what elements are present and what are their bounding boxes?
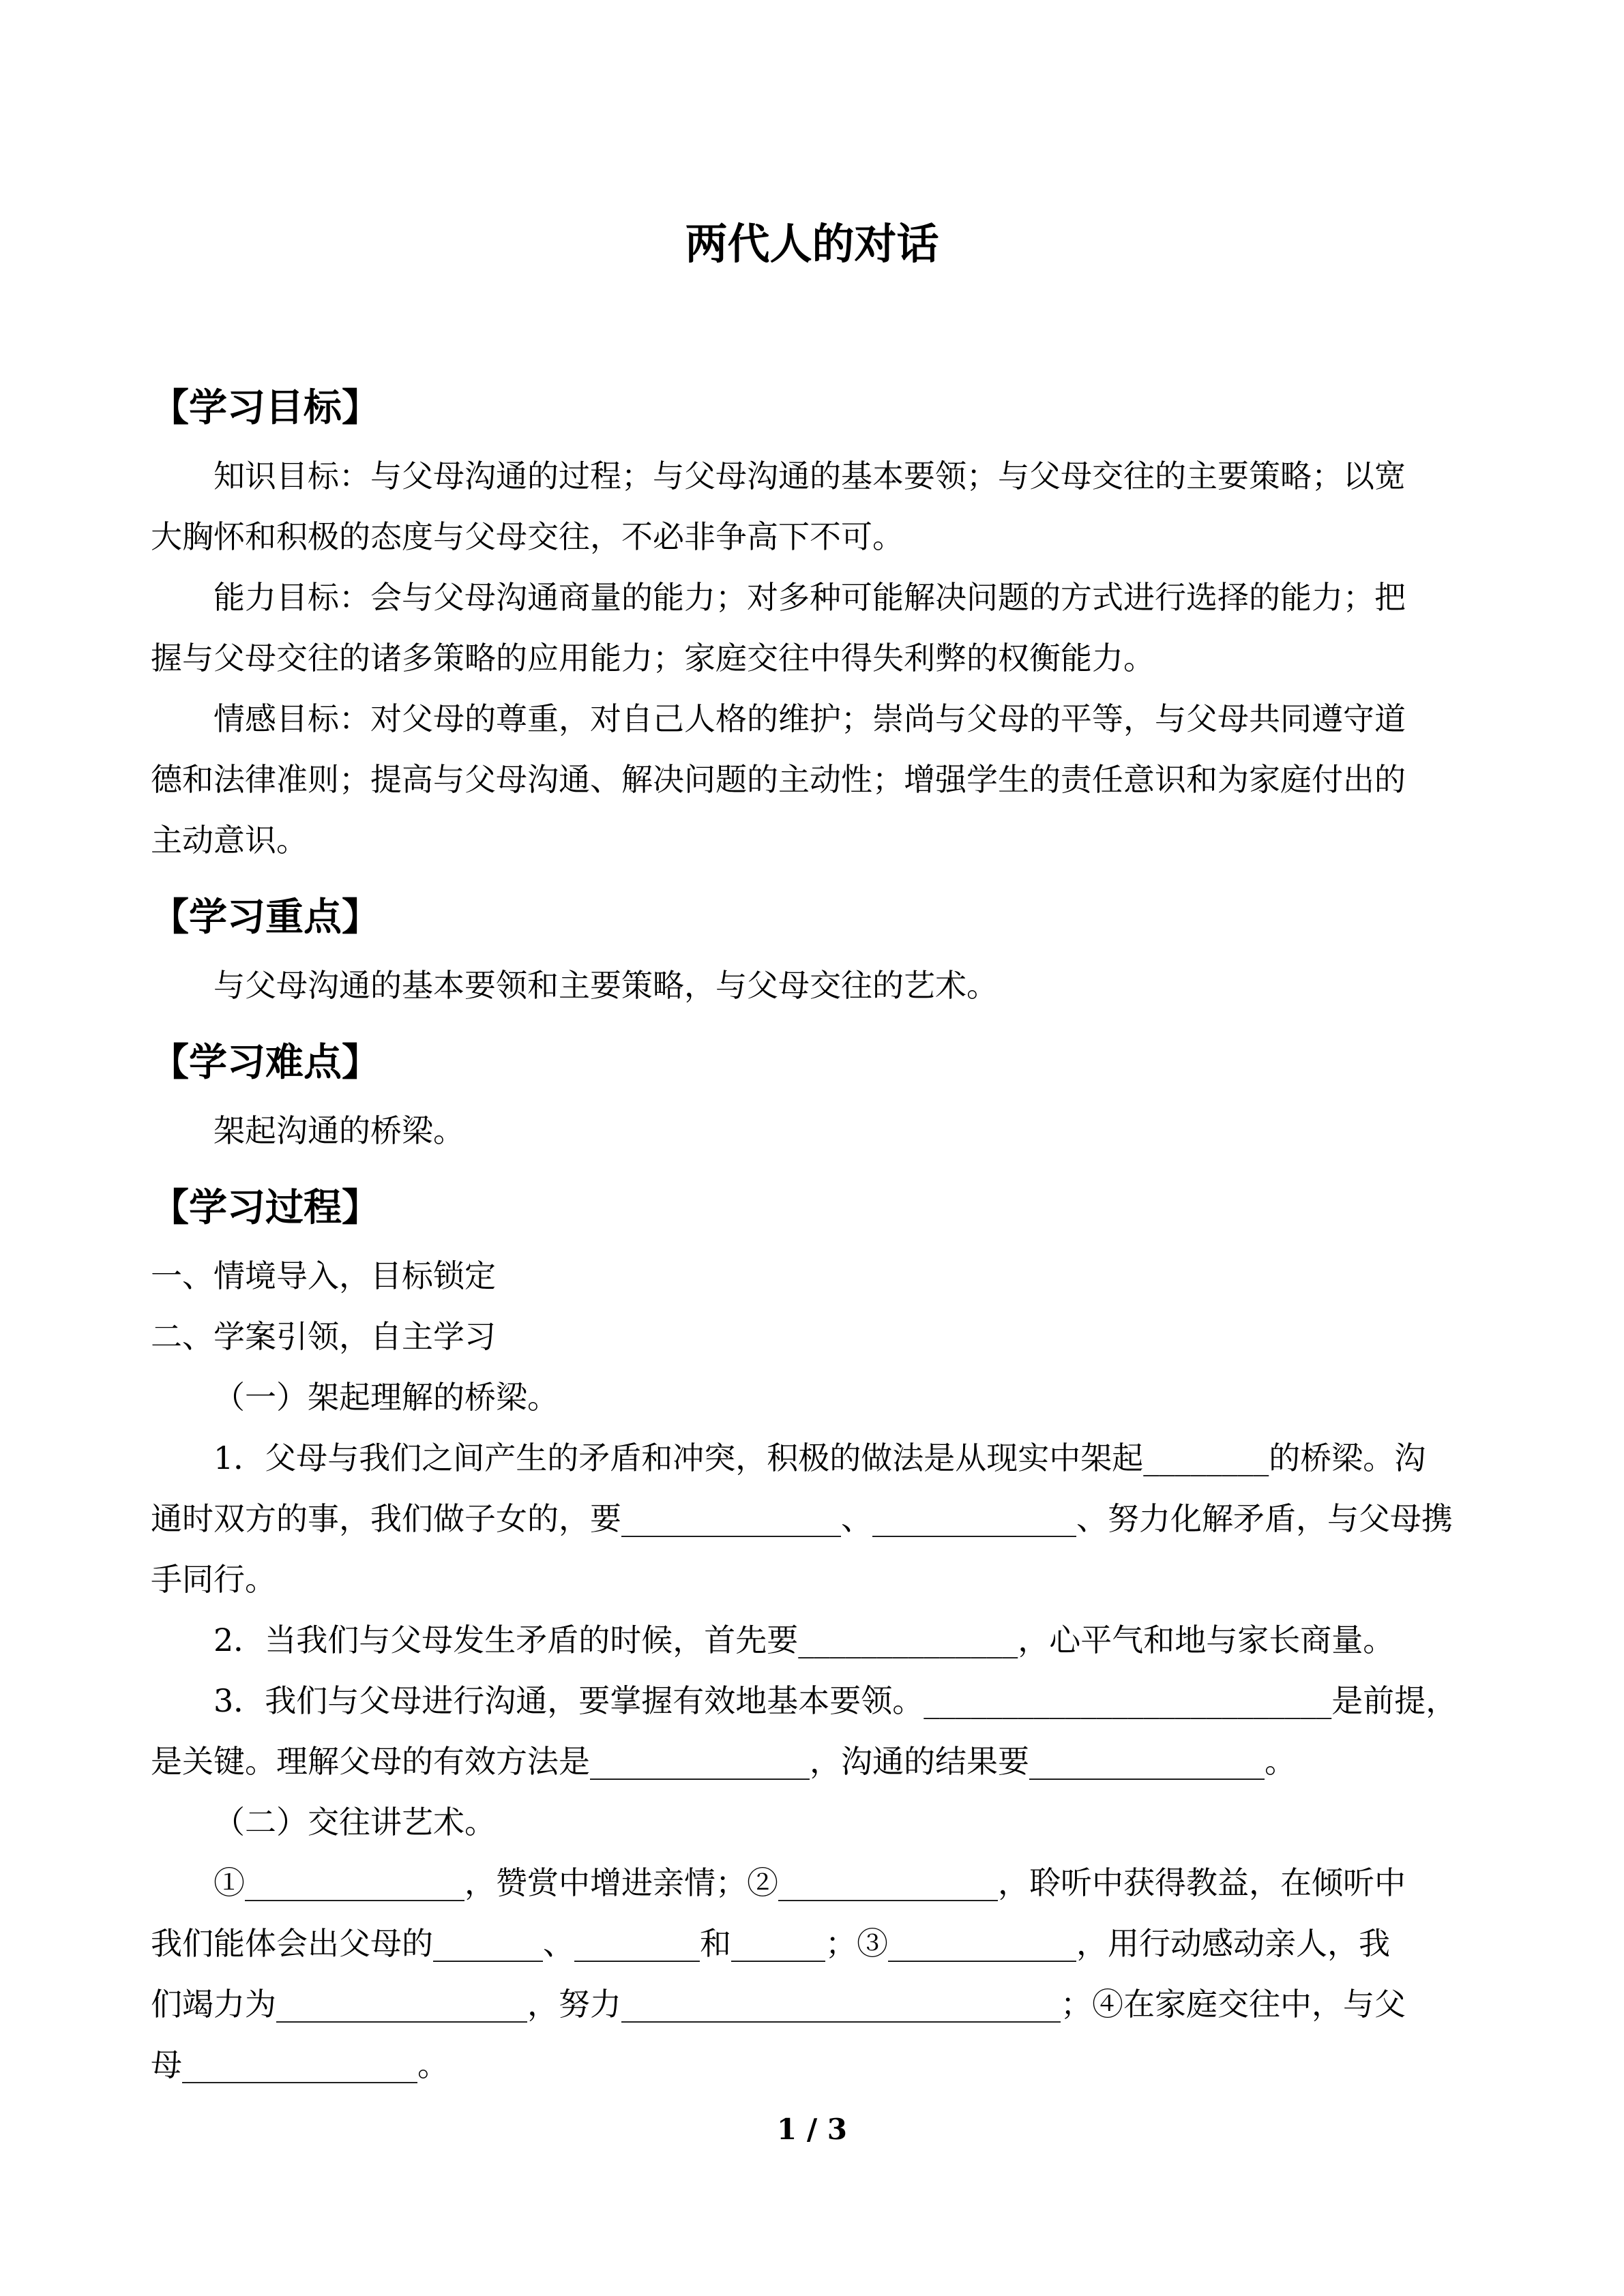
doc-line: （一）架起理解的桥梁。	[213, 1379, 559, 1416]
doc-line: 1．父母与我们之间产生的矛盾和冲突，积极的做法是从现实中架起________的桥梁。沟	[213, 1440, 1426, 1476]
doc-line: 一、情境导入，目标锁定	[151, 1257, 496, 1294]
doc-line: 与父母沟通的基本要领和主要策略，与父母交往的艺术。	[213, 967, 998, 1004]
doc-line: 情感目标：对父母的尊重，对自己人格的维护；崇尚与父母的平等，与父母共同遵守道	[213, 700, 1406, 737]
doc-line: （二）交往讲艺术。	[213, 1804, 496, 1840]
section-heading: 【学习目标】	[151, 385, 380, 430]
doc-line: 主动意识。	[151, 822, 308, 859]
doc-line: 手同行。	[151, 1561, 276, 1598]
doc-line: 握与父母交往的诸多策略的应用能力；家庭交往中得失利弊的权衡能力。	[151, 640, 1155, 676]
doc-line: 母_______________。	[151, 2046, 449, 2083]
doc-line: ①______________，赞赏中增进亲情；②______________，聆听中获得教益，在倾听中	[213, 1864, 1406, 1901]
page-number: 1 / 3	[776, 2113, 848, 2146]
doc-line: 2．当我们与父母发生矛盾的时候，首先要______________，心平气和地与家长商量。	[213, 1622, 1395, 1658]
doc-line: 二、学案引领，自主学习	[151, 1318, 496, 1355]
doc-line: 知识目标：与父母沟通的过程；与父母沟通的基本要领；与父母交往的主要策略；以宽	[213, 458, 1406, 494]
section-heading: 【学习重点】	[151, 895, 380, 940]
doc-line: 架起沟通的桥梁。	[213, 1112, 464, 1149]
doc-line: 是关键。理解父母的有效方法是______________，沟通的结果要_______________。	[151, 1743, 1296, 1780]
doc-line: 能力目标：会与父母沟通商量的能力；对多种可能解决问题的方式进行选择的能力；把	[213, 579, 1406, 616]
doc-line: 德和法律准则；提高与父母沟通、解决问题的主动性；增强学生的责任意识和为家庭付出的	[151, 761, 1406, 798]
section-heading: 【学习过程】	[151, 1185, 380, 1230]
doc-line: 3．我们与父母进行沟通，要掌握有效地基本要领。__________________________是前提，	[213, 1682, 1458, 1719]
document-lines	[151, 375, 1473, 2096]
doc-line: 我们能体会出父母的_______、________和______；③____________，用行动感动亲人，我	[151, 1925, 1390, 1962]
doc-line: 们竭力为________________，努力____________________________；④在家庭交往中，与父	[151, 1986, 1406, 2023]
page-title: 两代人的对话	[685, 219, 939, 269]
doc-line: 通时双方的事，我们做子女的，要______________、_____________、努力化解矛盾，与父母携	[151, 1500, 1453, 1537]
doc-line: 大胸怀和积极的态度与父母交往，不必非争高下不可。	[151, 518, 904, 555]
section-heading: 【学习难点】	[151, 1040, 380, 1085]
